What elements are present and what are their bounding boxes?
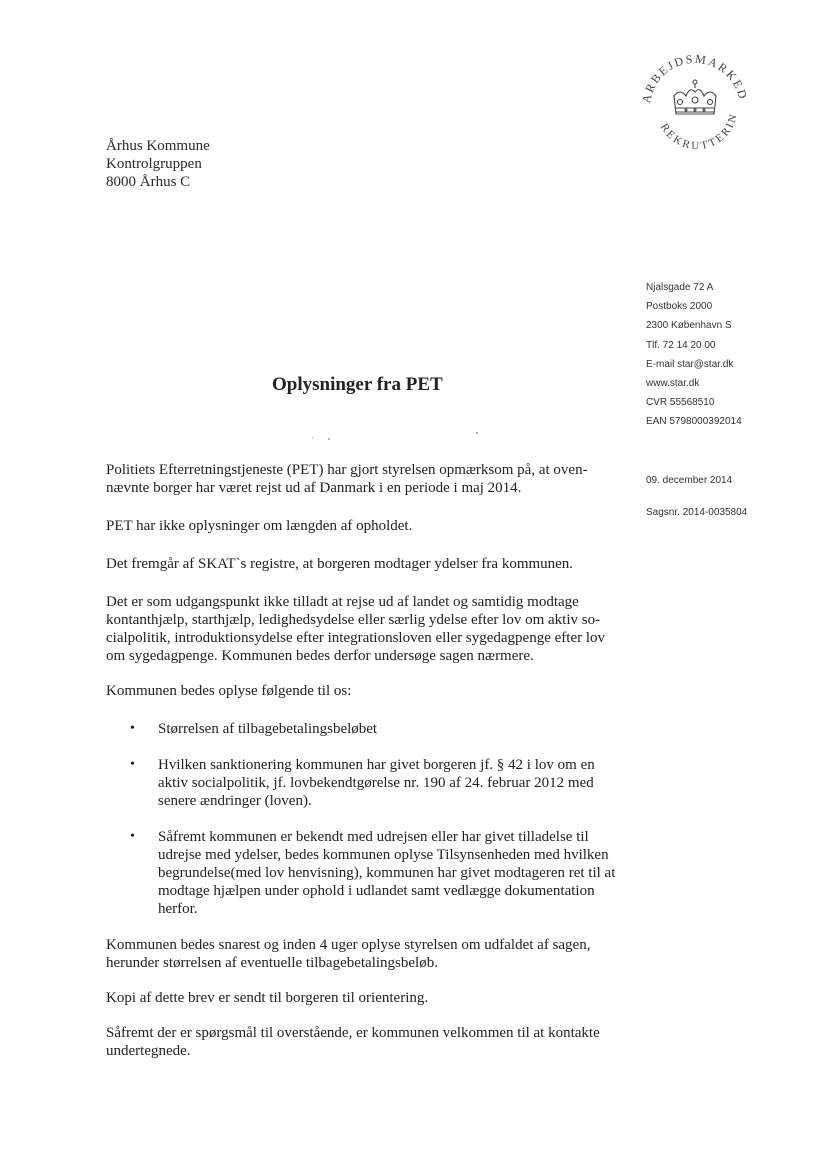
seal-lower-text: REKRUTTERIN bbox=[657, 111, 741, 153]
letter-date: 09. december 2014 bbox=[646, 475, 733, 486]
seal-upper-text: ARBEJDSMARKED bbox=[639, 51, 751, 105]
bullet-icon: • bbox=[130, 721, 135, 736]
sender-cvr: CVR 55568510 bbox=[646, 397, 715, 409]
sender-web: www.star.dk bbox=[646, 378, 700, 390]
case-number: Sagsnr. 2014-0035804 bbox=[646, 507, 748, 518]
letter-title: Oplysninger fra PET bbox=[272, 374, 443, 395]
body-paragraph: Såfremt der er spørgsmål til overstående, er kommunen velkommen til at kontakte undertegnede. bbox=[106, 1025, 600, 1059]
agency-seal-logo bbox=[636, 48, 754, 158]
body-paragraph: Det fremgår af SKAT`s registre, at borgeren modtager ydelser fra kommunen. bbox=[106, 556, 574, 572]
body-paragraph: Kommunen bedes snarest og inden 4 uger oplyse styrelsen om udfaldet af sagen, herunder størrelsen af eventuelle tilbagebetalingsbeløb. bbox=[106, 937, 591, 971]
list-item bbox=[106, 720, 618, 738]
scan-speck bbox=[476, 432, 478, 434]
list-item bbox=[106, 828, 618, 918]
sender-city: 2300 København S bbox=[646, 320, 732, 332]
list-item bbox=[106, 756, 618, 810]
body-paragraph: PET har ikke oplysninger om længden af opholdet. bbox=[106, 518, 413, 534]
sender-phone: Tlf. 72 14 20 00 bbox=[646, 339, 716, 351]
list-item-text: Hvilken sanktionering kommunen har givet borgeren jf. § 42 i lov om en aktiv socialpolitik, jf. lovbekendtgørelse nr. 190 af 24. februar 2012 med senere ændringer (loven). bbox=[158, 757, 595, 809]
list-item-text: Såfremt kommunen er bekendt med udrejsen eller har givet tilladelse til udrejse med ydelser, bedes kommunen oplyse Tilsynsenheden med hvilken begrundelse(med lov henvisning), kommunen har givet modtageren ret til at modtage hjælpen under ophold i udlandet samt vedlægge dokumentation herfor. bbox=[158, 829, 616, 917]
list-item-text: Størrelsen af tilbagebetalingsbeløbet bbox=[158, 721, 378, 737]
request-list bbox=[106, 720, 616, 918]
body-paragraph: Kommunen bedes oplyse følgende til os: bbox=[106, 683, 352, 699]
recipient-department: Kontrolgruppen bbox=[106, 156, 202, 172]
sender-ean: EAN 5798000392014 bbox=[646, 416, 742, 428]
seal-graphic bbox=[636, 48, 754, 158]
scan-speck bbox=[312, 437, 313, 438]
bullet-icon: • bbox=[130, 757, 135, 772]
recipient-name: Århus Kommune bbox=[106, 138, 210, 154]
scan-speck bbox=[328, 438, 330, 440]
bullet-icon: • bbox=[130, 829, 135, 844]
recipient-address bbox=[106, 137, 210, 191]
sender-street: Njalsgade 72 A bbox=[646, 282, 714, 293]
body-paragraph: Det er som udgangspunkt ikke tilladt at rejse ud af landet og samtidig modtage kontanthjælp, starthjælp, ledighedsydelse eller særlig ydelse efter lov om aktiv so-cialpolitik, introduktionsydelse efter integrationsloven eller sygedagpenge efter lov om sygedagpenge. Kommunen bedes derfor undersøge sagen nærmere. bbox=[106, 594, 606, 664]
letter-body bbox=[106, 461, 616, 1077]
body-paragraph: Politiets Efterretningstjeneste (PET) har gjort styrelsen opmærksom på, at oven-nævnte borger har været rejst ud af Danmark i en periode i maj 2014. bbox=[106, 462, 588, 496]
sender-details bbox=[646, 278, 742, 432]
sender-pobox: Postboks 2000 bbox=[646, 301, 713, 313]
sender-email: E-mail star@star.dk bbox=[646, 358, 734, 370]
crown-icon bbox=[674, 80, 716, 114]
body-paragraph: Kopi af dette brev er sendt til borgeren til orientering. bbox=[106, 990, 429, 1006]
recipient-city: 8000 Århus C bbox=[106, 174, 191, 190]
